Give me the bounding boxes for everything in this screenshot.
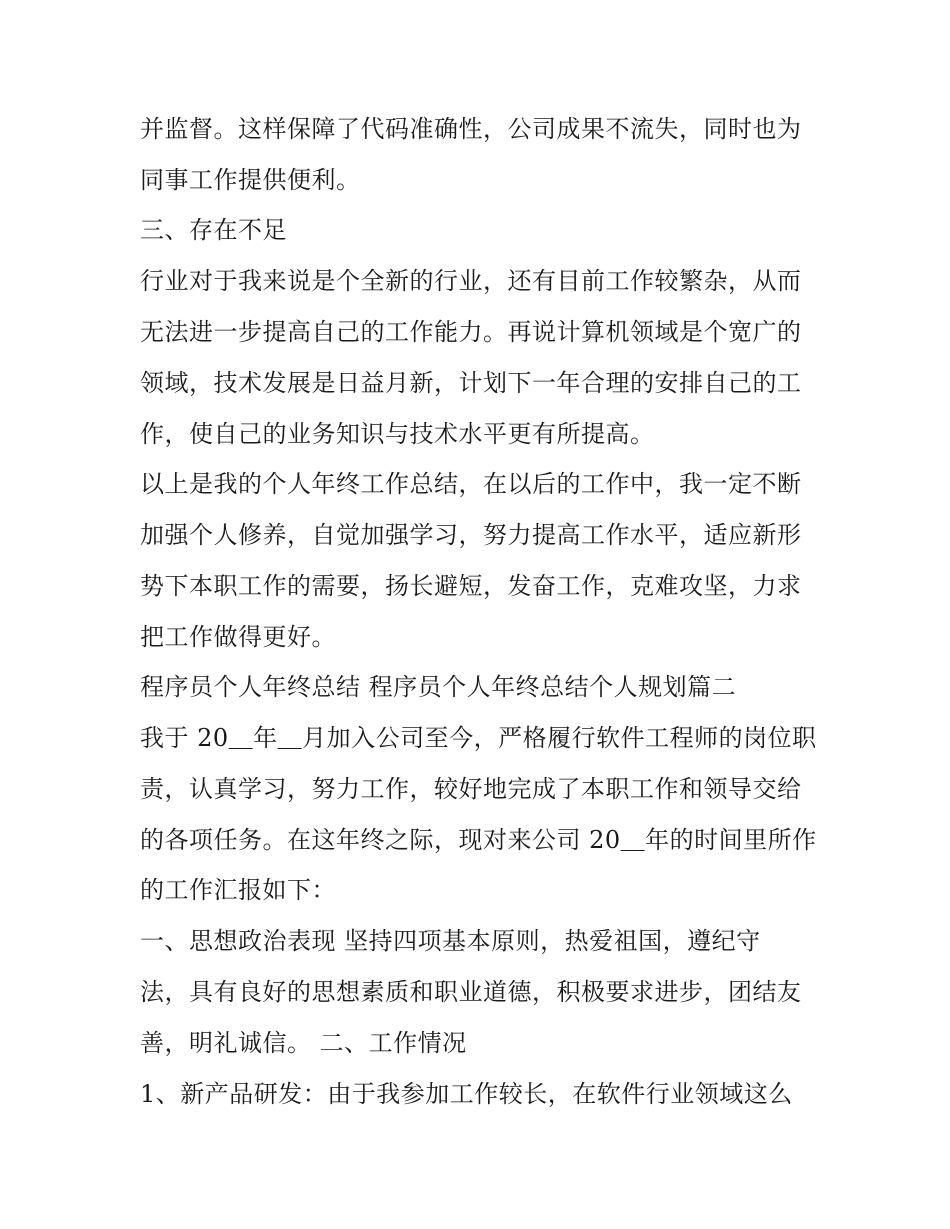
- text-line: 以上是我的个人年终工作总结，在以后的工作中，我一定不断: [140, 470, 802, 498]
- text-line: 领域，技术发展是日益月新，计划下一年合理的安排自己的工: [140, 369, 802, 397]
- text-line: 的工作汇报如下：: [140, 876, 336, 904]
- section-heading: 三、存在不足: [140, 216, 287, 244]
- text-line: 同事工作提供便利。: [140, 166, 361, 194]
- text-line: 作，使自己的业务知识与技术水平更有所提高。: [140, 420, 655, 448]
- text-line: 善，明礼诚信。 二、工作情况: [140, 1029, 467, 1057]
- text-line: 把工作做得更好。: [140, 623, 336, 651]
- text-line: 行业对于我来说是个全新的行业，还有目前工作较繁杂，从而: [140, 267, 802, 295]
- text-line: 1、新产品研发：由于我参加工作较长，在软件行业领域这么: [140, 1080, 793, 1108]
- text-line: 一、思想政治表现 坚持四项基本原则，热爱祖国，遵纪守: [140, 927, 761, 955]
- text-line: 势下本职工作的需要，扬长避短，发奋工作，克难攻坚，力求: [140, 572, 802, 600]
- text-line: 我于 20＿年＿月加入公司至今，严格履行软件工程师的岗位职: [140, 724, 817, 752]
- text-line: 责，认真学习，努力工作，较好地完成了本职工作和领导交给: [140, 775, 802, 803]
- text-line: 的各项任务。在这年终之际，现对来公司 20＿年的时间里所作: [140, 826, 817, 854]
- text-line: 法，具有良好的思想素质和职业道德，积极要求进步，团结友: [140, 978, 802, 1006]
- text-line: 加强个人修养，自觉加强学习，努力提高工作水平，适应新形: [140, 521, 802, 549]
- text-line: 并监督。这样保障了代码准确性，公司成果不流失，同时也为: [140, 115, 802, 143]
- article-title: 程序员个人年终总结 程序员个人年终总结个人规划篇二: [140, 673, 737, 701]
- text-line: 无法进一步提高自己的工作能力。再说计算机领域是个宽广的: [140, 318, 802, 346]
